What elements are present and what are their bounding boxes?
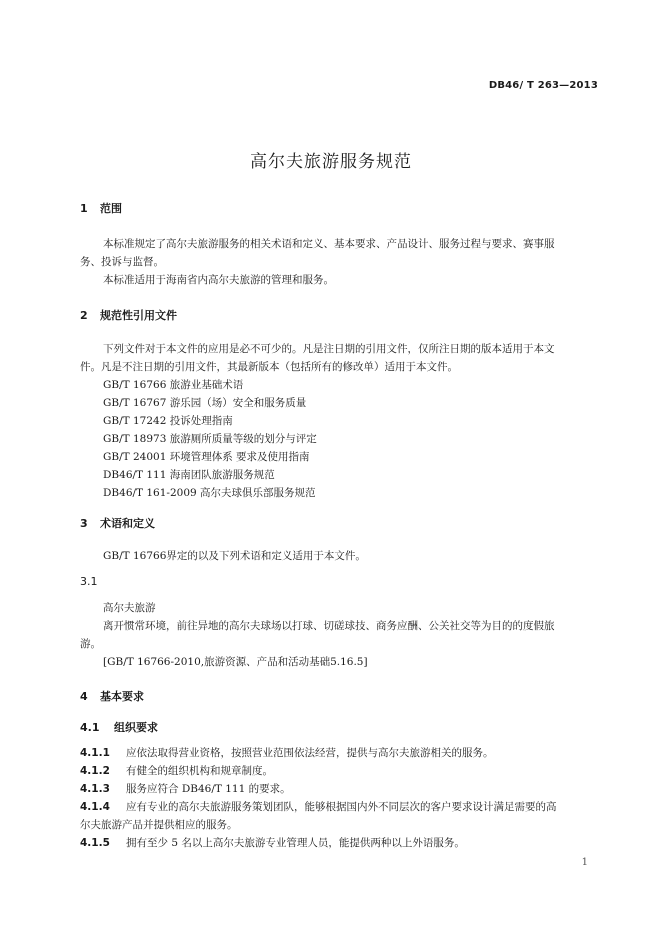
paragraph: 下列文件对于本文件的应用是必不可少的。凡是注日期的引用文件，仅所注日期的版本适用于本文 [103, 343, 555, 355]
subsection-4-1-heading [80, 719, 158, 735]
section-number: 2 [80, 309, 88, 322]
section-title: 术语和定义 [100, 517, 155, 530]
paragraph: 本标准适用于海南省内高尔夫旅游的管理和服务。 [103, 274, 334, 286]
paragraph: 本标准规定了高尔夫旅游服务的相关术语和定义、基本要求、产品设计、服务过程与要求、赛事服 [103, 238, 555, 250]
standard-code: DB46/ T 263—2013 [488, 80, 598, 91]
section-4-heading [80, 688, 144, 704]
reference-list [103, 376, 317, 502]
subsection-title: 组织要求 [114, 721, 158, 734]
reference-item: GB/T 16767 游乐园（场）安全和服务质量 [103, 397, 307, 409]
clause-text: 拥有至少 5 名以上高尔夫旅游专业管理人员，能提供两种以上外语服务。 [126, 837, 465, 849]
clause-3-1-number: 3.1 [80, 575, 98, 588]
document-title: 高尔夫旅游服务规范 [250, 152, 412, 172]
reference-item: GB/T 24001 环境管理体系 要求及使用指南 [103, 451, 310, 463]
term-source: [GB/T 16766-2010,旅游资源、产品和活动基础5.16.5] [103, 656, 368, 668]
section-title: 基本要求 [100, 690, 144, 703]
term-name: 高尔夫旅游 [103, 602, 156, 614]
clause-number: 4.1.2 [80, 765, 110, 777]
clause-item [80, 780, 291, 798]
clause-continuation: 尔夫旅游产品并提供相应的服务。 [80, 819, 238, 831]
section-3-heading [80, 515, 155, 531]
clause-item [80, 744, 494, 762]
reference-item: DB46/T 161-2009 高尔夫球俱乐部服务规范 [103, 487, 316, 499]
section-number: 1 [80, 202, 88, 215]
reference-item: GB/T 17242 投诉处理指南 [103, 415, 233, 427]
section-2-heading [80, 307, 177, 323]
clause-item [80, 834, 465, 852]
clause-text: 有健全的组织机构和规章制度。 [126, 765, 273, 777]
reference-item: GB/T 16766 旅游业基础术语 [103, 379, 244, 391]
clause-number: 4.1.4 [80, 801, 110, 813]
clause-text: 服务应符合 DB46/T 111 的要求。 [126, 783, 291, 795]
section-title: 规范性引用文件 [100, 309, 177, 322]
reference-item: GB/T 18973 旅游厕所质量等级的划分与评定 [103, 433, 317, 445]
paragraph-continuation: 务、投诉与监督。 [80, 256, 164, 268]
clause-number: 4.1.3 [80, 783, 110, 795]
clause-item [80, 798, 557, 816]
paragraph-continuation: 件。凡是不注日期的引用文件，其最新版本（包括所有的修改单）适用于本文件。 [80, 361, 458, 373]
clause-number: 4.1.1 [80, 747, 110, 759]
section-number: 4 [80, 690, 88, 703]
section-title: 范围 [100, 202, 122, 215]
reference-item: DB46/T 111 海南团队旅游服务规范 [103, 469, 275, 481]
page-number: 1 [581, 857, 588, 868]
subsection-number: 4.1 [80, 721, 100, 734]
section-1-heading [80, 200, 122, 216]
paragraph: GB/T 16766界定的以及下列术语和定义适用于本文件。 [103, 550, 366, 562]
clause-item [80, 762, 273, 780]
section-number: 3 [80, 517, 88, 530]
clause-number: 4.1.5 [80, 837, 110, 849]
clause-text: 应有专业的高尔夫旅游服务策划团队，能够根据国内外不同层次的客户要求设计满足需要的高 [126, 801, 557, 813]
term-definition-continuation: 游。 [80, 638, 101, 650]
clause-text: 应依法取得营业资格，按照营业范围依法经营，提供与高尔夫旅游相关的服务。 [126, 747, 494, 759]
term-definition: 离开惯常环境，前往异地的高尔夫球场以打球、切磋球技、商务应酬、公关社交等为目的的度假旅 [103, 620, 555, 632]
